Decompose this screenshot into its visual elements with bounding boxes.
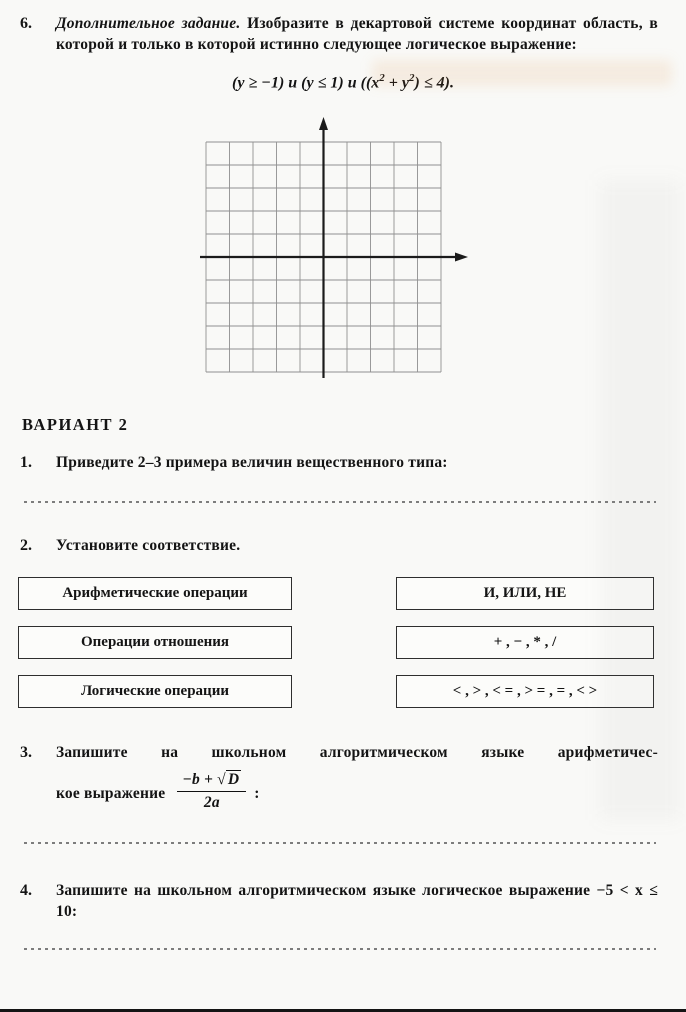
coordinate-grid: [192, 116, 474, 382]
formula-part: (y ≥ −1) и (y ≤ 1) и ((x: [232, 74, 380, 92]
task-2: [20, 535, 658, 556]
match-right-logical-symbols: И, ИЛИ, НЕ: [396, 577, 654, 610]
task-1: [20, 452, 658, 473]
axes: [200, 126, 458, 378]
formula-part: + y: [384, 74, 409, 92]
match-right-arithmetic-symbols: + , − , * , /: [396, 626, 654, 659]
formula-part: ) ≤ 4).: [414, 74, 454, 92]
task-3-number: 3.: [20, 744, 32, 762]
scan-bleed-column: [600, 180, 680, 820]
x-axis-arrow-icon: [455, 253, 468, 262]
numerator-text: −b +: [182, 771, 218, 789]
answer-line-3: [24, 842, 656, 844]
task-6-statement: Изобразите в декартовой системе координат область, в которой и только в которой истинно следующее логическое выражение:: [56, 15, 658, 53]
formula-exponent: 2: [409, 72, 415, 84]
task-3-line2-text: кое выражение: [56, 785, 166, 803]
task-2-text: Установите соответствие.: [56, 537, 241, 555]
answer-line-4: [24, 948, 656, 950]
task-6-lead: Дополнительное задание.: [56, 15, 241, 32]
task-3: [20, 742, 658, 820]
task-3-line2: [56, 769, 658, 820]
match-left-relation-operations: Операции отношения: [18, 626, 292, 659]
sqrt-argument: D: [227, 771, 240, 789]
task-1-number: 1.: [20, 454, 32, 472]
match-right-relation-symbols: < , > , < = , > = , = , < >: [396, 675, 654, 708]
variant-heading: ВАРИАНТ 2: [22, 415, 129, 435]
task-6-number: 6.: [20, 15, 32, 32]
task-4-number: 4.: [20, 881, 32, 899]
task-6: [20, 0, 658, 55]
sqrt-symbol: √: [217, 771, 226, 789]
y-axis-arrow-icon: [319, 117, 328, 130]
task-3-colon: :: [254, 785, 260, 803]
match-left-arithmetic-operations: Арифметические операции: [18, 577, 292, 610]
fraction-denominator: 2a: [203, 794, 220, 812]
task-1-text: Приведите 2–3 примера величин вещественного типа:: [56, 454, 448, 472]
fraction: [177, 771, 246, 812]
task-6-text: [56, 13, 658, 55]
formula-exponent: 2: [379, 72, 385, 84]
task-3-text: [56, 742, 658, 820]
scan-bleed-through: [372, 60, 672, 86]
task-4-text: Запишите на школьном алгоритмическом языке логическое выражение −5 < x ≤ 10:: [56, 881, 658, 920]
fraction-numerator: [177, 771, 246, 792]
match-left-logical-operations: Логические операции: [18, 675, 292, 708]
task-4: [20, 880, 658, 922]
answer-line-1: [24, 501, 656, 503]
task-3-line1: Запишите на школьном алгоритмическом языке арифметичес-: [56, 744, 658, 762]
matching-left-column: [18, 577, 292, 724]
matching-table: [18, 577, 654, 724]
task-2-number: 2.: [20, 537, 32, 555]
